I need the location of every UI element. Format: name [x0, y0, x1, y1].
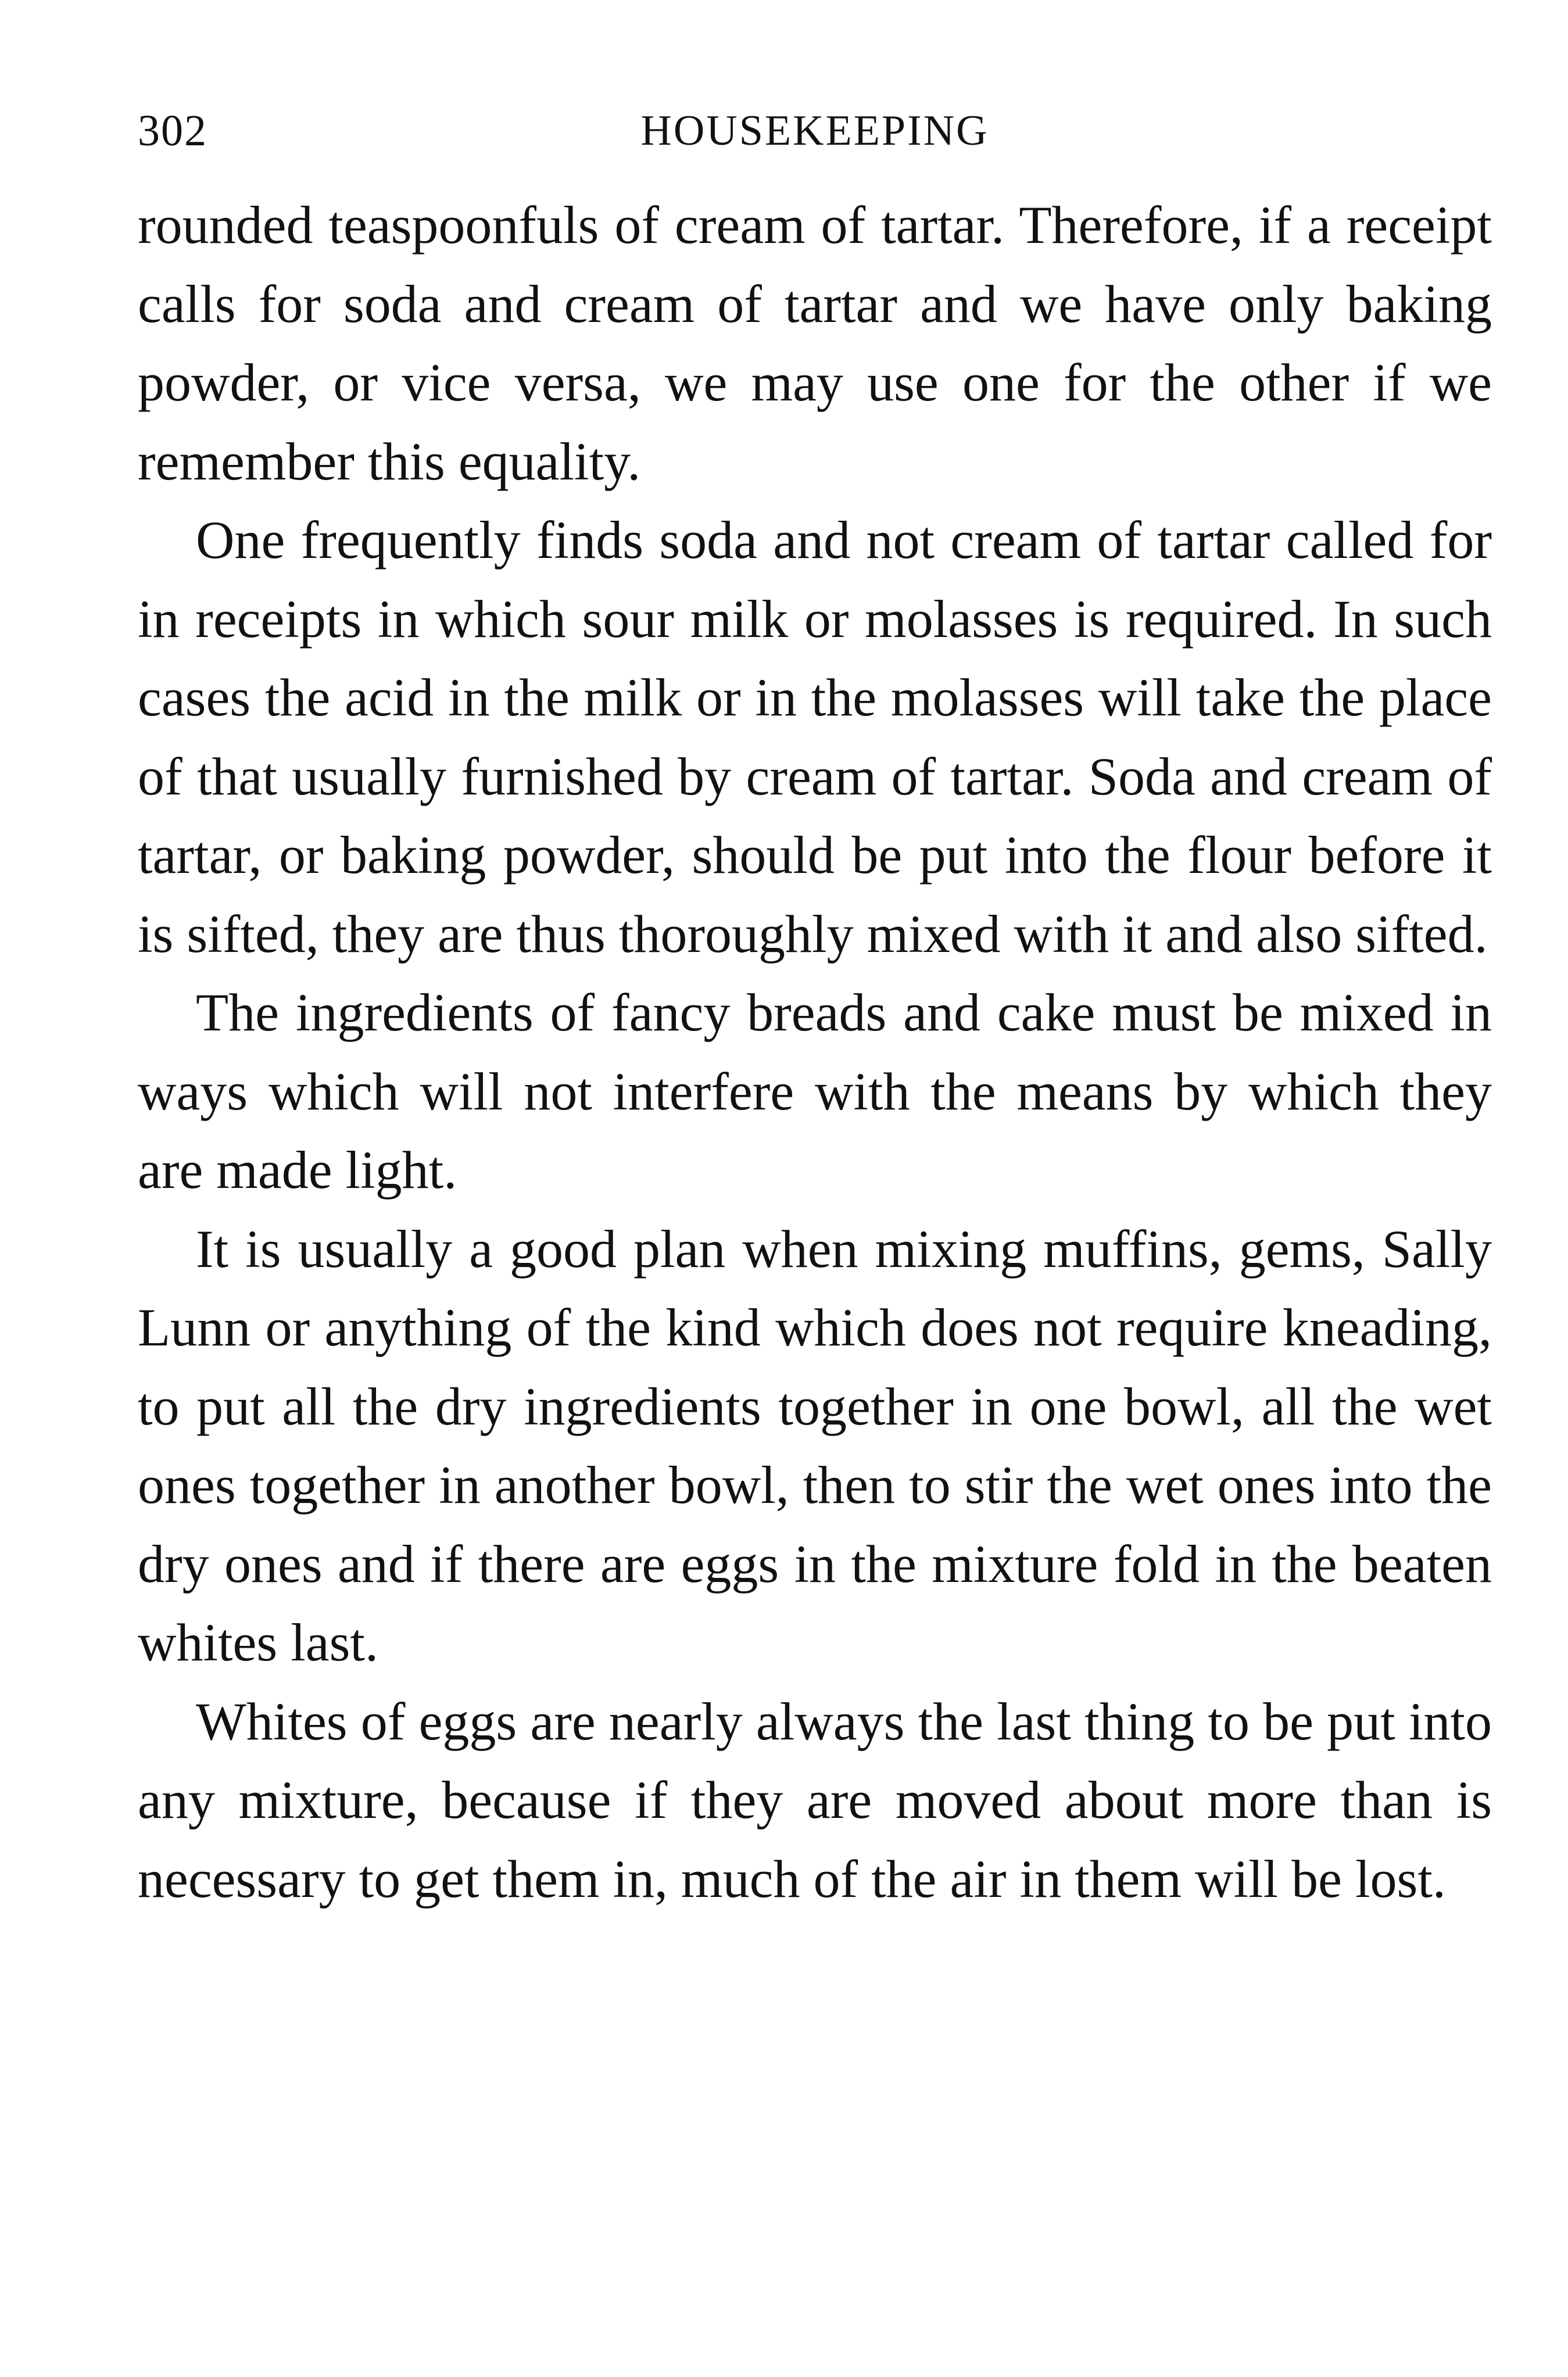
paragraph: Whites of eggs are nearly always the last thing to be put into any mixture, because if they are moved about more than is necessary to get them in, much of the air in them will be lost. — [138, 1691, 1492, 1909]
running-title: HOUSEKEEPING — [640, 107, 989, 155]
paragraph: The ingredients of fancy breads and cake must be mixed in ways which will not interfere with the means by which they are made light. — [138, 983, 1492, 1200]
body-text — [138, 186, 1492, 1918]
paragraph-continued: rounded teaspoonfuls of cream of tartar. Therefore, if a receipt calls for soda and cream of tartar and we have only baking powder, or vice versa, we may use one for the other if we remember this equality. — [138, 195, 1492, 491]
running-head — [138, 99, 1492, 163]
paragraph: One frequently finds soda and not cream of tartar called for in receipts in which sour milk or molasses is required. In such cases the acid in the milk or in the molasses will take the place of that usually furnished by cream of tartar. Soda and cream of tartar, or baking powder, should be put into the flour before it is sifted, they are thus thoroughly mixed with it and also sifted. — [138, 510, 1492, 964]
paragraph: It is usually a good plan when mixing muffins, gems, Sally Lunn or anything of the kind which does not require kneading, to put all the dry ingredients together in one bowl, all the wet ones together in another bowl, then to stir the wet ones into the dry ones and if there are eggs in the mixture fold in the beaten whites last. — [138, 1219, 1492, 1672]
page-number: 302 — [138, 106, 207, 155]
